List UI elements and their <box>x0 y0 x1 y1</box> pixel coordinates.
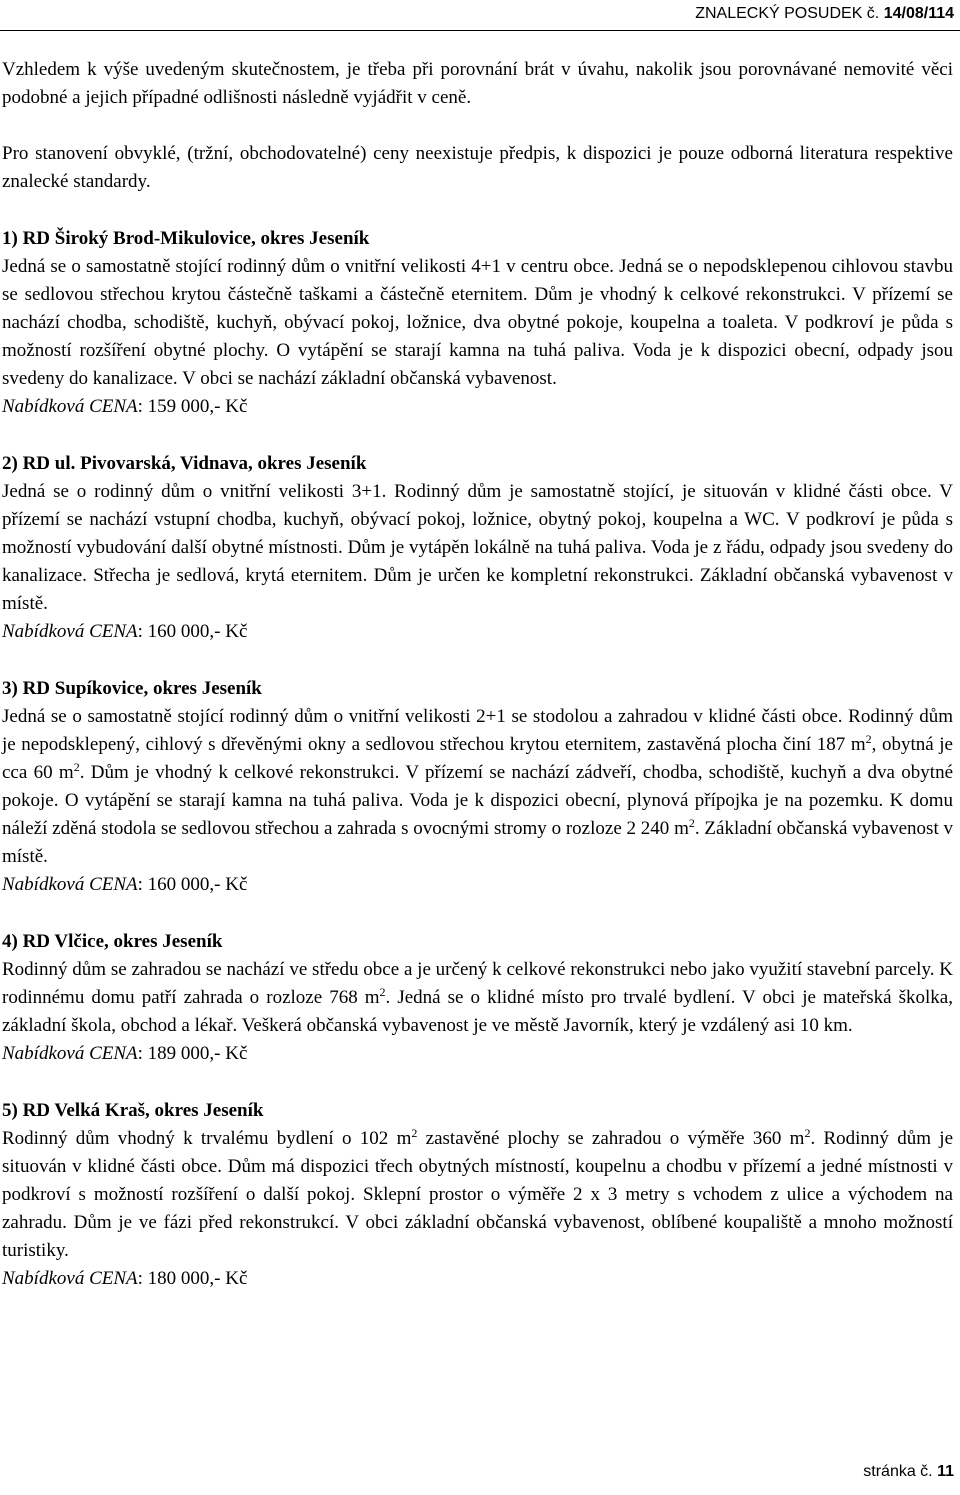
listing-1 <box>2 225 953 421</box>
listing-title: 1) RD Široký Brod-Mikulovice, okres Jeseník <box>2 228 370 249</box>
listing-description: Rodinný dům se zahradou se nachází ve středu obce a je určený k celkové rekonstrukci nebo jako využití stavební parcely. K rodinnému domu patří zahrada o rozloze 768 $m^2$. Jedná se o klidné místo pro trvalé bydlení. V obci je mateřská školka, základní škola, obchod a lékař. Veškerá občanská vybavenost je ve městě Javorník, který je vzdálený asi 10 km. <box>2 959 953 1036</box>
listing-title: 4) RD Vlčice, okres Jeseník <box>2 931 223 952</box>
listing-price: Nabídková CENA: 159 000,- Kč <box>2 396 248 417</box>
page-header <box>0 0 960 31</box>
listing-price: Nabídková CENA: 180 000,- Kč <box>2 1268 248 1289</box>
listing-description: Jedná se o samostatně stojící rodinný dům o vnitřní velikosti 2+1 se stodolou a zahradou v klidné části obce. Rodinný dům je nepodsklepený, cihlový s dřevěnými okny a sedlovou střechou krytou eternitem, zastavěná plocha činí 187 $m^2$, obytná je cca 60 $m^2$. Dům je vhodný k celkové rekonstrukci. V přízemí se nachází zádveří, chodba, schodiště, kuchyň a dva obytné pokoje. O vytápění se starají kamna na tuhá paliva. Voda je k dispozici obecní, plynová přípojka je na pozemku. K domu náleží zděná stodola se sedlovou střechou a zahrada s ovocnými stromy o rozloze 2 240 $m^2$. Základní občanská vybavenost v místě. <box>2 706 954 867</box>
listing-title: 3) RD Supíkovice, okres Jeseník <box>2 678 262 699</box>
listing-4 <box>2 928 953 1068</box>
page-footer <box>863 1463 954 1481</box>
listing-description: Rodinný dům vhodný k trvalému bydlení o 102 $m^2$ zastavěné plochy se zahradou o výměře 360 $m^2$. Rodinný dům je situován v klidné části obce. Dům má dispozici třech obytných místností, koupelnu a chodbu v přízemí a jedné místnosti v podkroví s možností rozšíření o další pokoj. Sklepní prostor o výměře 2 x 3 metry s vchodem z ulice a východem na zahradu. Dům je ve fázi před rekonstrukcí. V obci základní občanská vybavenost, oblíbené koupaliště a mnoho možností turistiky. <box>2 1126 953 1261</box>
report-title: ZNALECKÝ POSUDEK č. 14/08/114 <box>695 5 954 22</box>
listing-title: 5) RD Velká Kraš, okres Jeseník <box>2 1100 264 1121</box>
listing-price: Nabídková CENA: 160 000,- Kč <box>2 621 248 642</box>
listing-2 <box>2 450 953 646</box>
report-number: 14/08/114 <box>883 5 954 22</box>
listing-description: Jedná se o rodinný dům o vnitřní velikosti 3+1. Rodinný dům je samostatně stojící, je situován v klidné části obce. V přízemí se nachází vstupní chodba, kuchyň, obývací pokoj, ložnice, obytný pokoj, koupelna a WC. V podkroví je půda s možností vybudování další obytné místnosti. Dům je vytápěn lokálně na tuhá paliva. Voda je z řádu, odpady jsou svedeny do kanalizace. Střecha je sedlová, krytá eternitem. Dům je určen ke kompletní rekonstrukci. Základní občanská vybavenost v místě. <box>2 481 953 614</box>
intro-paragraph-2: Pro stanovení obvyklé, (tržní, obchodovatelné) ceny neexistuje předpis, k dispozici je pouze odborná literatura respektive znalecké standardy. <box>2 143 953 192</box>
listing-price: Nabídková CENA: 189 000,- Kč <box>2 1043 248 1064</box>
listing-description: Jedná se o samostatně stojící rodinný dům o vnitřní velikosti 4+1 v centru obce. Jedná se o nepodsklepenou cihlovou stavbu se sedlovou střechou krytou částečně taškami a částečně eternitem. Dům je vhodný k celkové rekonstrukci. V přízemí se nachází chodba, schodiště, kuchyň, obývací pokoj, ložnice, dva obytné pokoje, koupelna a toaleta. V podkroví je půda s možností rozšíření obytné plochy. O vytápění se starají kamna na tuhá paliva. Voda je k dispozici obecní, odpady jsou svedeny do kanalizace. V obci se nachází základní občanská vybavenost. <box>2 256 953 389</box>
page-number: 11 <box>937 1463 954 1480</box>
intro-paragraph-1: Vzhledem k výše uvedeným skutečnostem, je třeba při porovnání brát v úvahu, nakolik jsou porovnávané nemovité věci podobné a jejich případné odlišnosti následně vyjádřit v ceně. <box>2 59 953 108</box>
listing-5 <box>2 1097 953 1293</box>
listing-title: 2) RD ul. Pivovarská, Vidnava, okres Jeseník <box>2 453 367 474</box>
listing-price: Nabídková CENA: 160 000,- Kč <box>2 874 248 895</box>
page-label: stránka č. <box>863 1463 933 1480</box>
document-body <box>2 56 953 1293</box>
listing-3 <box>2 675 953 899</box>
